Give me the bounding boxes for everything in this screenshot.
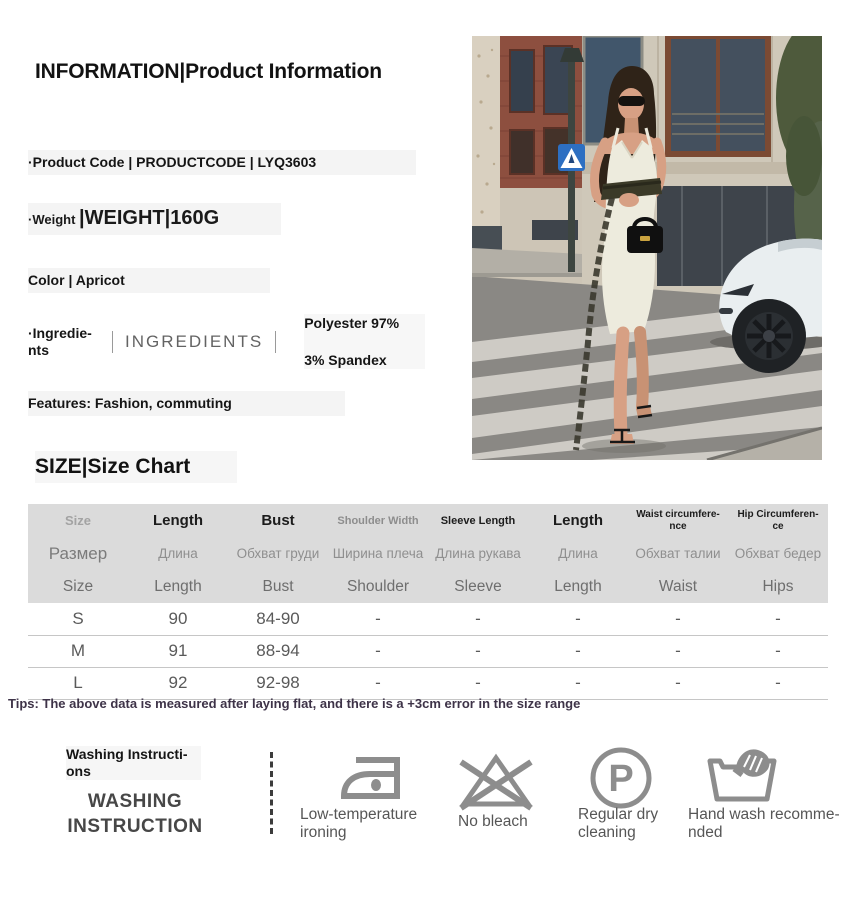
size-cell: - (475, 673, 481, 692)
dotted-divider (270, 752, 273, 834)
size-table-header (28, 504, 828, 603)
size-cell: - (375, 641, 381, 660)
size-cell: - (575, 673, 581, 692)
size-chart-table (28, 504, 828, 700)
col-header-ru: Длина рукава (435, 546, 521, 561)
col-header-ru: Ширина плеча (332, 546, 424, 561)
weight-label: ·Weight (28, 212, 80, 227)
col-header-ru: Размер (48, 543, 108, 563)
product-code-line: ·Product Code | PRODUCTCODE | LYQ3603 (28, 150, 416, 175)
no-bleach-icon (458, 752, 534, 812)
size-row-s (28, 603, 828, 635)
size-cell: 92 (168, 673, 188, 692)
materials-list (304, 314, 425, 369)
col-header-en: Waist (658, 577, 698, 595)
size-cell: M (70, 641, 86, 660)
divider (275, 331, 276, 353)
col-header-hip: Hip Circumferen-ce (737, 508, 819, 532)
size-cell: L (73, 673, 83, 692)
col-header-en: Sleeve (454, 577, 502, 595)
size-cell: 90 (168, 608, 188, 628)
col-header-en: Length (554, 577, 602, 595)
material-item: Polyester 97% (304, 315, 400, 331)
product-photo (472, 36, 822, 460)
col-header-en: Hips (762, 577, 794, 595)
size-cell: - (475, 608, 481, 628)
color-line: Color | Apricot (28, 268, 270, 293)
dry-clean-icon (589, 746, 653, 810)
washing-heading (50, 789, 220, 839)
col-header-en: Bust (262, 577, 294, 595)
size-cell: 92-98 (256, 673, 300, 692)
wash-item-label: Low-temperature ironing (300, 806, 418, 841)
ingredients-label: ·Ingredie-nts (28, 324, 92, 358)
size-cell: - (775, 608, 781, 628)
size-cell: - (775, 673, 781, 692)
svg-text:P: P (608, 758, 634, 800)
col-header-ru: Обхват бедер (734, 546, 822, 561)
size-cell: - (375, 673, 381, 692)
size-cell: - (475, 641, 481, 660)
material-item: 3% Spandex (304, 352, 387, 368)
col-header-ru: Длина (158, 546, 198, 561)
size-cell: - (675, 641, 681, 660)
size-cell: - (575, 608, 581, 628)
wash-item-label: Regular dry cleaning (578, 806, 659, 841)
size-cell: - (675, 608, 681, 628)
weight-line (28, 203, 281, 235)
col-header-ru: Длина (558, 546, 598, 561)
col-header-en: Shoulder (346, 577, 410, 595)
size-cell: - (575, 641, 581, 660)
size-cell: S (72, 608, 84, 628)
divider (112, 331, 113, 353)
washing-heading-line2: INSTRUCTION (67, 816, 203, 837)
col-header-size: Size (64, 513, 91, 528)
col-header-ru: Обхват груди (236, 546, 320, 561)
col-header-en: Size (62, 577, 94, 595)
wash-item-label: Hand wash recomme-nded (688, 806, 840, 841)
col-header-en: Length (154, 577, 202, 595)
weight-value: |WEIGHT|160G (79, 207, 220, 229)
size-row-m (28, 635, 828, 667)
size-cell: 91 (168, 641, 188, 660)
hand-wash-icon (706, 745, 778, 803)
col-header-bust: Bust (261, 512, 295, 529)
col-header-length: Length (153, 512, 203, 529)
ingredients-row (28, 314, 448, 369)
size-chart-title: SIZE|Size Chart (35, 451, 237, 483)
col-header-length2: Length (553, 512, 603, 529)
size-cell: 88-94 (256, 641, 300, 660)
wash-item-label: No bleach (458, 813, 528, 830)
size-row-l (28, 667, 828, 699)
col-header-waist: Waist circumfere-nce (636, 508, 720, 532)
size-cell: 84-90 (256, 608, 300, 628)
size-cell: - (775, 641, 781, 660)
washing-label: Washing Instructi-ons (66, 746, 201, 780)
features-line: Features: Fashion, commuting (28, 391, 345, 416)
size-cell: - (375, 608, 381, 628)
washing-heading-line1: WASHING (87, 791, 183, 812)
page-title: INFORMATION|Product Information (35, 60, 382, 83)
ingredients-en-label: INGREDIENTS (125, 331, 264, 351)
size-tips: Tips: The above data is measured after laying flat, and there is a +3cm error in the size range (8, 696, 581, 711)
col-header-shoulder: Shoulder Width (337, 514, 419, 527)
size-cell: - (675, 673, 681, 692)
iron-icon (338, 752, 406, 804)
col-header-sleeve: Sleeve Length (440, 514, 516, 527)
col-header-ru: Обхват талии (635, 546, 721, 561)
